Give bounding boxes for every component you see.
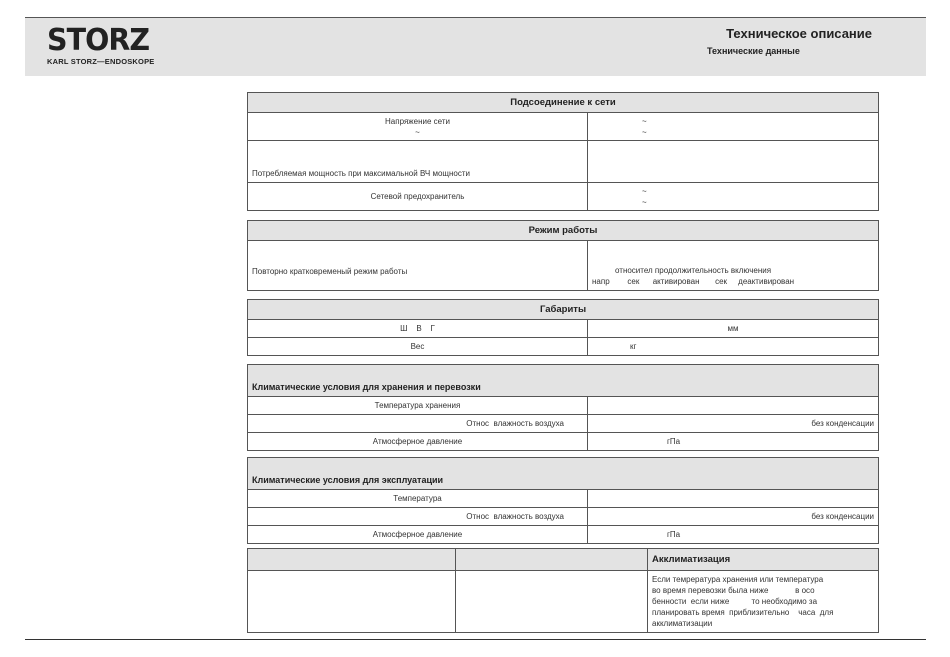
logo-subline: KARL STORZ—ENDOSKOPE xyxy=(47,57,155,66)
operation-temp-value xyxy=(588,490,879,508)
operation-temp-label: Температура xyxy=(248,490,588,508)
acclim-line-2: во время перевозки была ниже в осо xyxy=(652,586,815,595)
acclim-head-empty-1 xyxy=(248,549,456,571)
fuse-value-1: ~ xyxy=(642,186,647,196)
page-header xyxy=(25,17,926,76)
power-table-title: Подсоединение к сети xyxy=(248,93,879,113)
storage-humidity-label: Относ влажность воздуха xyxy=(248,415,588,433)
consumption-value xyxy=(588,141,879,183)
voltage-label-cell xyxy=(248,113,588,141)
operation-table-title: Климатические условия для эксплуатации xyxy=(248,458,879,490)
operation-pressure-unit: гПа xyxy=(588,526,879,544)
voltage-value-cell xyxy=(588,113,879,141)
storage-temp-value xyxy=(588,397,879,415)
storage-humidity-value: без конденсации xyxy=(588,415,879,433)
voltage-value-2: ~ xyxy=(642,127,647,137)
storage-pressure-label: Атмосферное давление xyxy=(248,433,588,451)
acclim-title: Акклиматизация xyxy=(648,549,879,571)
voltage-label: Напряжение сети xyxy=(385,116,450,126)
mode-table xyxy=(247,220,879,291)
fuse-label: Сетевой предохранитель xyxy=(248,183,588,211)
power-table xyxy=(247,92,879,211)
document-subtitle: Технические данные xyxy=(707,46,800,56)
fuse-value-2: ~ xyxy=(642,197,647,207)
whd-unit: мм xyxy=(588,320,879,338)
operation-humidity-value: без конденсации xyxy=(588,508,879,526)
operation-table xyxy=(247,457,879,544)
acclim-line-5: акклиматизации xyxy=(652,619,713,628)
voltage-value-1: ~ xyxy=(642,116,647,126)
storage-temp-label: Температура хранения xyxy=(248,397,588,415)
logo-wordmark: STORZ xyxy=(47,23,150,58)
acclim-line-1: Если темрература хранения или температура xyxy=(652,575,824,584)
acclim-text-cell xyxy=(648,571,879,633)
operation-pressure-label: Атмосферное давление xyxy=(248,526,588,544)
whd-label: Ш В Г xyxy=(248,320,588,338)
mode-value-line-2: напр сек активирован сек деактивирован xyxy=(592,277,795,286)
weight-label: Вес xyxy=(248,338,588,356)
acclimatization-table xyxy=(247,548,879,633)
acclim-head-empty-2 xyxy=(456,549,648,571)
mode-label: Повторно кратковременый режим работы xyxy=(248,241,588,291)
acclim-body-empty-2 xyxy=(456,571,648,633)
operation-humidity-label: Относ влажность воздуха xyxy=(248,508,588,526)
storage-table-title: Климатические условия для хранения и перевозки xyxy=(248,365,879,397)
fuse-value-cell xyxy=(588,183,879,211)
document-title: Техническое описание xyxy=(726,26,872,41)
weight-unit: кг xyxy=(588,338,879,356)
voltage-tilde: ~ xyxy=(415,127,420,137)
storage-pressure-unit: гПа xyxy=(588,433,879,451)
acclim-line-3: бенности если ниже то необходимо за xyxy=(652,597,818,606)
consumption-label: Потребляемая мощность при максимальной ВЧ мощности xyxy=(248,141,588,183)
dimensions-table xyxy=(247,299,879,356)
dimensions-table-title: Габариты xyxy=(248,300,879,320)
mode-value-line-1: относител продолжительность включения xyxy=(615,266,772,275)
storz-logo xyxy=(47,23,167,66)
bottom-divider xyxy=(25,639,926,640)
storage-table xyxy=(247,364,879,451)
acclim-body-empty-1 xyxy=(248,571,456,633)
mode-value-cell xyxy=(588,241,879,291)
acclim-line-4: планировать время приблизительно часа для xyxy=(652,608,834,617)
mode-table-title: Режим работы xyxy=(248,221,879,241)
